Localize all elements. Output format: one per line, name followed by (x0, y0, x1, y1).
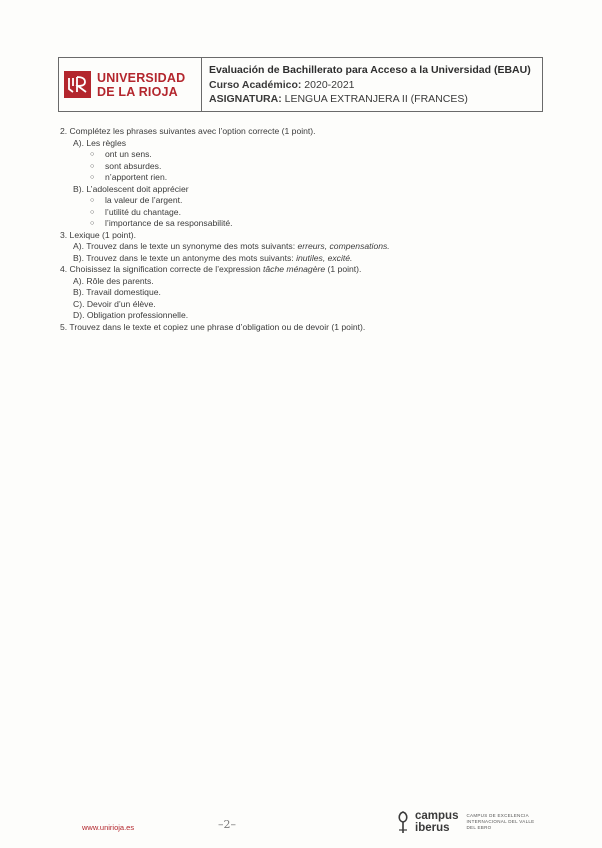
question-2a-label: A). Les règles (73, 137, 127, 148)
campus-iberus-icon (396, 809, 410, 835)
university-name-line2: DE LA RIOJA (97, 84, 178, 99)
question-4-option: B). Travail domestique. (73, 287, 161, 297)
campus-description: CAMPUS DE EXCELENCIA INTERNACIONAL DEL VALLE DEL EBRO (466, 813, 535, 830)
exam-title: Evaluación de Bachillerato para Acceso a la Universidad (EBAU) (209, 64, 531, 76)
bullet-icon: ○ (90, 208, 95, 216)
exam-questions (60, 126, 540, 333)
page-number: –2– (218, 818, 236, 831)
document-header (58, 57, 543, 112)
campus-iberus-logo (396, 809, 536, 835)
question-3a: A). Trouvez dans le texte un synonyme des mots suivants: erreurs, compensations. (73, 241, 390, 251)
question-2a-option: ○ ont un sens. (90, 149, 152, 159)
bullet-icon: ○ (90, 220, 95, 227)
question-4-option: D). Obligation professionnelle. (73, 310, 189, 320)
subject: ASIGNATURA: LENGUA EXTRANJERA II (FRANCES) (209, 93, 468, 105)
iberus-word: iberus (415, 822, 450, 834)
question-3-prompt: 3. Lexique (1 point). (60, 229, 136, 240)
bullet-icon: ○ (90, 174, 95, 181)
university-logo (59, 58, 202, 111)
bullet-icon: ○ (90, 197, 95, 204)
question-2b-label: B). L’adolescent doit apprécier (73, 183, 189, 194)
question-2b-option: ○ l’utilité du chantage. (90, 206, 181, 217)
university-name-line1: UNIVERSIDAD (97, 70, 186, 85)
footer-url: www.unirioja.es (82, 823, 135, 832)
university-emblem-icon (64, 71, 91, 98)
campus-word: campus (415, 810, 459, 822)
question-2a-option: ○ n’apportent rien. (90, 172, 168, 182)
question-4-prompt: 4. Choisissez la signification correcte de l’expression tâche ménagère (1 point). (60, 264, 362, 274)
question-5-prompt: 5. Trouvez dans le texte et copiez une phrase d’obligation ou de devoir (1 point). (60, 321, 366, 332)
question-2b-option: ○ l’importance de sa responsabilité. (90, 218, 233, 228)
bullet-icon: ○ (90, 162, 95, 170)
question-2b-option: ○ la valeur de l’argent. (90, 195, 183, 205)
course-year: Curso Académico: 2020-2021 (209, 78, 355, 91)
question-3b: B). Trouvez dans le texte un antonyme des mots suivants: inutiles, excité. (73, 252, 353, 263)
question-4-option: A). Rôle des parents. (73, 275, 154, 286)
bullet-icon: ○ (90, 151, 95, 158)
question-4-option: C). Devoir d’un élève. (73, 298, 156, 309)
question-2-prompt: 2. Complétez les phrases suivantes avec l’option correcte (1 point). (60, 126, 316, 136)
question-2a-option: ○ sont absurdes. (90, 160, 162, 171)
